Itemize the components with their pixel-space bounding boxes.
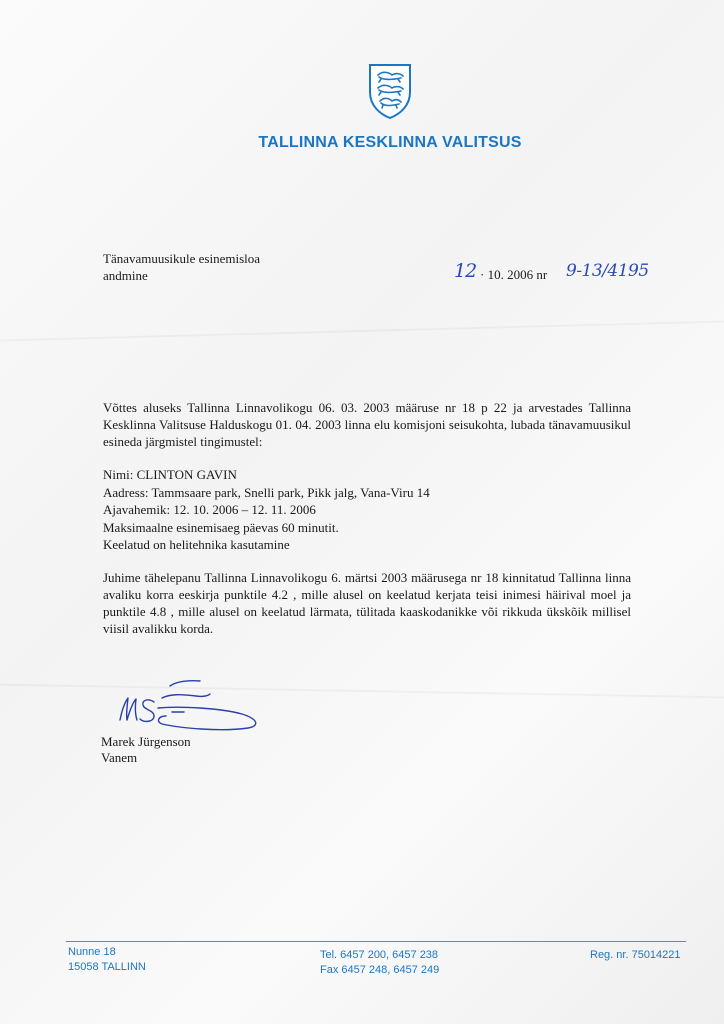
phone-line: Tel. 6457 200, 6457 238 [320, 949, 439, 961]
date-and-number [452, 262, 692, 296]
paragraph: Juhime tähelepanu Tallinna Linnavolikogu 6. märtsi 2003 määrusega nr 18 kinnitatud Tallinna linna avaliku korra eeskirja punktile 4.2 , mille alusel on keelatud kerjata teisi inimesi häirival moel ja punktile 4.8 , mille alusel on keelatud lärmata, tülitada kaaskodanikke või rikkuda ükskõik millisel viisil avalikku korda. [103, 570, 631, 636]
signatory-name: Marek Jürgenson [101, 734, 191, 749]
handwritten-number: 9-13/4195 [566, 261, 649, 281]
detail-line: Nimi: CLINTON GAVIN [103, 467, 237, 482]
footer-address [68, 945, 146, 975]
organization-name: TALLINNA KESKLINNA VALITSUS [258, 134, 522, 151]
detail-line: Maksimaalne esinemisaeg päevas 60 minutit. [103, 519, 339, 535]
signatory [101, 734, 191, 766]
permit-details [103, 466, 603, 554]
paper-crease [0, 321, 724, 342]
signatory-title: Vanem [101, 750, 138, 765]
coat-of-arms-icon [367, 62, 413, 120]
handwritten-day: 12 [454, 260, 477, 282]
detail-line: Keelatud on helitehnika kasutamine [103, 537, 290, 552]
footer-divider [66, 941, 686, 942]
address-line: 15058 TALLINN [68, 961, 146, 973]
address-line: Nunne 18 [68, 946, 116, 958]
letter-subject [103, 250, 353, 284]
detail-line: Ajavahemik: 12. 10. 2006 – 12. 11. 2006 [103, 502, 316, 517]
subject-line: Tänavamuusikule esinemisloa [103, 251, 261, 266]
footer-contacts [320, 948, 439, 978]
paper-crease [0, 684, 724, 699]
body-intro [103, 399, 631, 450]
signature-icon [110, 672, 270, 738]
paragraph: Võttes aluseks Tallinna Linnavolikogu 06. 03. 2003 määruse nr 18 p 22 ja arvestades Tallinna Kesklinna Valitsuse Halduskogu 01. 04. 2003 linna elu komisjoni seisukohta, lubada tänavamuusikul esineda järgmistel tingimustel: [103, 400, 631, 449]
footer-registry: Reg. nr. 75014221 [590, 949, 681, 961]
subject-line: andmine [103, 268, 148, 283]
fax-line: Fax 6457 248, 6457 249 [320, 964, 440, 976]
printed-date: · 10. 2006 nr [480, 267, 548, 282]
detail-line: Aadress: Tammsaare park, Snelli park, Pikk jalg, Vana-Viru 14 [103, 484, 430, 500]
